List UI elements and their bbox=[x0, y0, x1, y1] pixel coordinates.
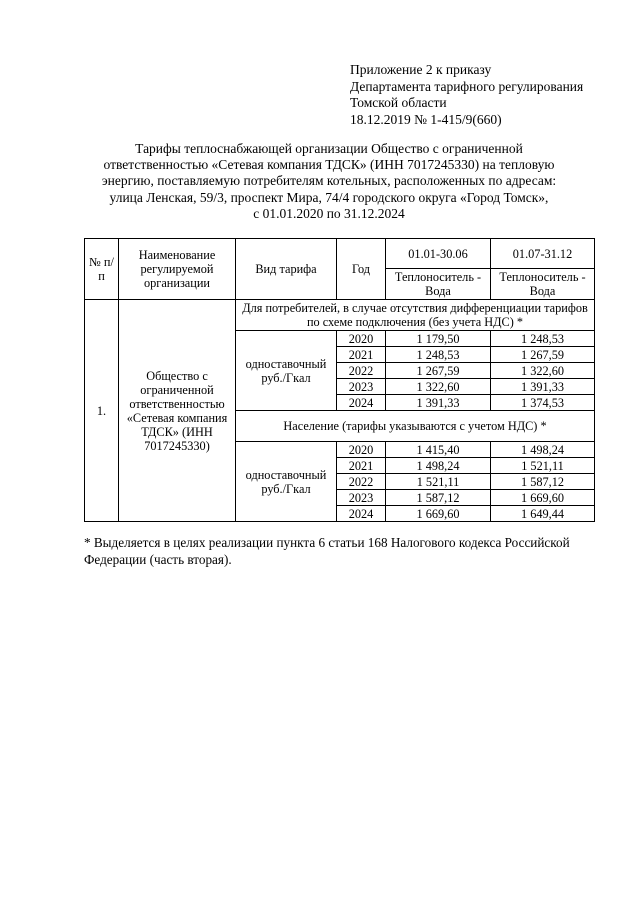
tariff-h2-cell: 1 649,44 bbox=[491, 506, 595, 522]
tariff-h2-cell: 1 498,24 bbox=[491, 442, 595, 458]
tariff-h1-cell: 1 267,59 bbox=[386, 363, 491, 379]
year-cell: 2021 bbox=[337, 458, 386, 474]
year-cell: 2023 bbox=[337, 490, 386, 506]
tariff-h1-cell: 1 521,11 bbox=[386, 474, 491, 490]
tariff-h2-cell: 1 267,59 bbox=[491, 347, 595, 363]
header-year: Год bbox=[337, 239, 386, 300]
tariff-h2-cell: 1 587,12 bbox=[491, 474, 595, 490]
year-cell: 2021 bbox=[337, 347, 386, 363]
header-row bbox=[85, 239, 595, 269]
tariff-h1-cell: 1 322,60 bbox=[386, 379, 491, 395]
title-line: с 01.01.2020 по 31.12.2024 bbox=[253, 205, 405, 221]
year-cell: 2020 bbox=[337, 331, 386, 347]
section-heading-row bbox=[85, 300, 595, 331]
header-carrier-2: Теплоноситель - Вода bbox=[491, 269, 595, 300]
footnote: * Выделяется в целях реализации пункта 6 статьи 168 Налогового кодекса Российской Федерации (часть вторая). bbox=[84, 535, 570, 567]
tariff-type-cell: одноставочный руб./Гкал bbox=[236, 442, 337, 522]
section-heading: Население (тарифы указываются с учетом НДС) * bbox=[236, 411, 595, 442]
tariff-h1-cell: 1 391,33 bbox=[386, 395, 491, 411]
year-cell: 2020 bbox=[337, 442, 386, 458]
title-line: ответственностью «Сетевая компания ТДСК» (ИНН 7017245330) на тепловую bbox=[103, 157, 555, 173]
header-period-1: 01.01-30.06 bbox=[386, 239, 491, 269]
appendix-order-date: 18.12.2019 № 1-415/9(660) bbox=[350, 111, 502, 127]
tariff-h1-cell: 1 248,53 bbox=[386, 347, 491, 363]
tariff-h2-cell: 1 248,53 bbox=[491, 331, 595, 347]
appendix-header bbox=[350, 62, 620, 128]
tariff-h2-cell: 1 521,11 bbox=[491, 458, 595, 474]
year-cell: 2023 bbox=[337, 379, 386, 395]
tariff-table bbox=[84, 238, 595, 522]
tariff-h1-cell: 1 669,60 bbox=[386, 506, 491, 522]
appendix-line: Томской области bbox=[350, 95, 447, 110]
title-line: улица Ленская, 59/3, проспект Мира, 74/4 городского округа «Город Томск», bbox=[109, 189, 549, 205]
document-title bbox=[84, 141, 574, 222]
tariff-h2-cell: 1 322,60 bbox=[491, 363, 595, 379]
title-line: энергию, поставляемую потребителям котельных, расположенных по адресам: bbox=[101, 173, 557, 189]
organization-name: Общество с ограниченной ответственностью «Сетевая компания ТДСК» (ИНН 7017245330) bbox=[119, 300, 236, 522]
tariff-h2-cell: 1 391,33 bbox=[491, 379, 595, 395]
section-heading: Для потребителей, в случае отсутствия дифференциации тарифов по схеме подключения (без учета НДС) * bbox=[236, 300, 595, 331]
tariff-h1-cell: 1 415,40 bbox=[386, 442, 491, 458]
year-cell: 2024 bbox=[337, 395, 386, 411]
appendix-line: Департамента тарифного регулирования bbox=[350, 78, 584, 94]
tariff-h1-cell: 1 498,24 bbox=[386, 458, 491, 474]
header-period-2: 01.07-31.12 bbox=[491, 239, 595, 269]
year-cell: 2022 bbox=[337, 474, 386, 490]
header-num: № п/п bbox=[85, 239, 119, 300]
tariff-h1-cell: 1 587,12 bbox=[386, 490, 491, 506]
header-tariff-type: Вид тарифа bbox=[236, 239, 337, 300]
year-cell: 2022 bbox=[337, 363, 386, 379]
appendix-line: Приложение 2 к приказу bbox=[350, 62, 492, 77]
tariff-h2-cell: 1 669,60 bbox=[491, 490, 595, 506]
row-number: 1. bbox=[85, 300, 119, 522]
tariff-h2-cell: 1 374,53 bbox=[491, 395, 595, 411]
year-cell: 2024 bbox=[337, 506, 386, 522]
title-line: Тарифы теплоснабжающей организации Общество с ограниченной bbox=[135, 141, 523, 156]
header-org: Наименование регулируемой организации bbox=[119, 239, 236, 300]
tariff-type-cell: одноставочный руб./Гкал bbox=[236, 331, 337, 411]
tariff-h1-cell: 1 179,50 bbox=[386, 331, 491, 347]
header-carrier-1: Теплоноситель - Вода bbox=[386, 269, 491, 300]
